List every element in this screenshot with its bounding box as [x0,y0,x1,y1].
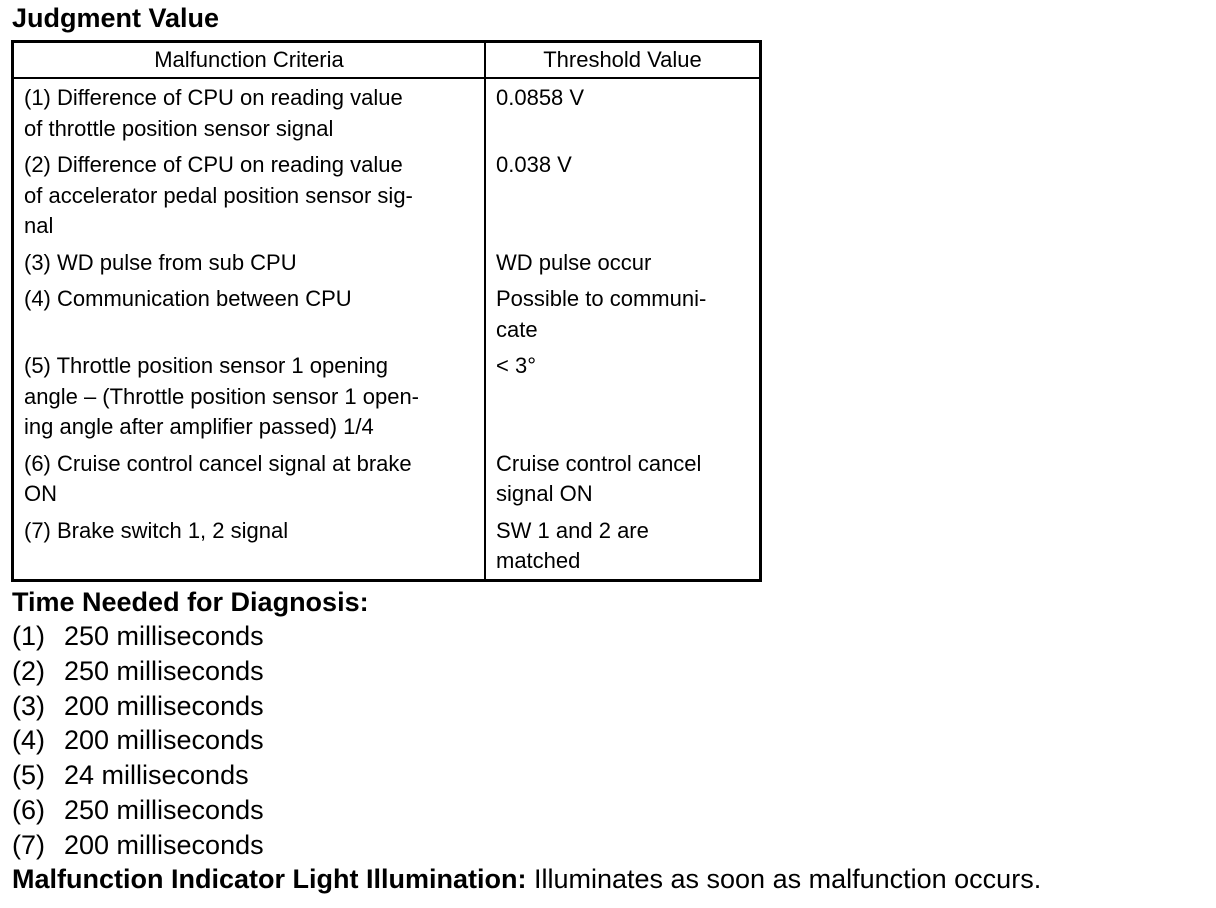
threshold-line: 0.0858 V [496,85,585,110]
threshold-cell [485,78,761,146]
threshold-line: Possible to communi- [496,286,707,311]
item-number: (7) [12,829,45,860]
criteria-line: of throttle position sensor signal [24,115,334,141]
threshold-cell [485,347,761,445]
criteria-cell [13,78,486,146]
item-duration: 250 milliseconds [64,621,264,651]
table-row [13,78,761,146]
table-row [13,445,761,512]
mil-illumination-text: Illuminates as soon as malfunction occurs. [526,864,1042,894]
list-item [12,689,264,724]
list-item [12,793,264,828]
item-number: (3) [12,690,45,721]
threshold-line: 0.038 V [496,152,572,177]
table-header-row [13,42,761,79]
criteria-cell [13,445,486,512]
list-item [12,723,264,758]
diagnosis-time-heading: Time Needed for Diagnosis: [12,587,369,617]
criteria-line: (4) Communication between CPU [24,286,352,311]
column-header-threshold-value: Threshold Value [485,42,761,79]
judgment-table [11,40,762,582]
diagnosis-time-list [12,619,264,863]
list-item [12,758,264,793]
threshold-line: matched [496,548,581,573]
item-number: (2) [12,655,45,686]
mil-illumination-line [12,862,1041,896]
criteria-line: (2) Difference of CPU on reading value [24,152,403,177]
criteria-line: ON [24,481,57,506]
criteria-cell [13,280,486,347]
mil-illumination-label: Malfunction Indicator Light Illumination: [12,864,527,894]
table-row [13,512,761,581]
item-duration: 200 milliseconds [64,690,264,721]
threshold-line: signal ON [496,481,593,506]
criteria-line: (3) WD pulse from sub CPU [24,249,297,275]
list-item [12,619,264,654]
threshold-cell [485,445,761,512]
table-row [13,244,761,281]
criteria-line: (1) Difference of CPU on reading value [24,85,403,110]
item-duration: 200 milliseconds [64,829,264,860]
threshold-cell [485,512,761,581]
item-number: (6) [12,794,45,825]
criteria-cell [13,146,486,244]
list-item [12,828,264,863]
criteria-cell [13,244,486,281]
criteria-cell [13,512,486,581]
column-header-malfunction-criteria: Malfunction Criteria [13,42,486,79]
item-duration: 24 milliseconds [64,760,249,791]
table-row [13,280,761,347]
criteria-line: nal [24,213,54,238]
criteria-line: angle – (Throttle position sensor 1 open- [24,383,420,409]
threshold-line: < 3° [496,353,536,378]
table-row [13,146,761,244]
threshold-line: cate [496,316,538,342]
criteria-line: (6) Cruise control cancel signal at brake [24,450,412,476]
criteria-line: (7) Brake switch 1, 2 signal [24,517,289,543]
threshold-cell [485,244,761,281]
criteria-cell [13,347,486,445]
item-duration: 200 milliseconds [64,725,264,756]
criteria-line: ing angle after amplifier passed) 1/4 [24,414,374,439]
table-row [13,347,761,445]
item-number: (5) [12,760,45,791]
threshold-line: SW 1 and 2 are [496,517,649,543]
judgment-value-heading: Judgment Value [12,3,220,33]
list-item [12,654,264,689]
item-duration: 250 milliseconds [64,794,264,825]
threshold-line: Cruise control cancel [496,450,702,476]
threshold-line: WD pulse occur [496,249,652,275]
criteria-line: of accelerator pedal position sensor sig- [24,182,413,208]
criteria-line: (5) Throttle position sensor 1 opening [24,353,389,378]
item-number: (4) [12,725,45,756]
threshold-cell [485,146,761,244]
threshold-cell [485,280,761,347]
item-number: (1) [12,621,45,651]
item-duration: 250 milliseconds [64,655,264,686]
